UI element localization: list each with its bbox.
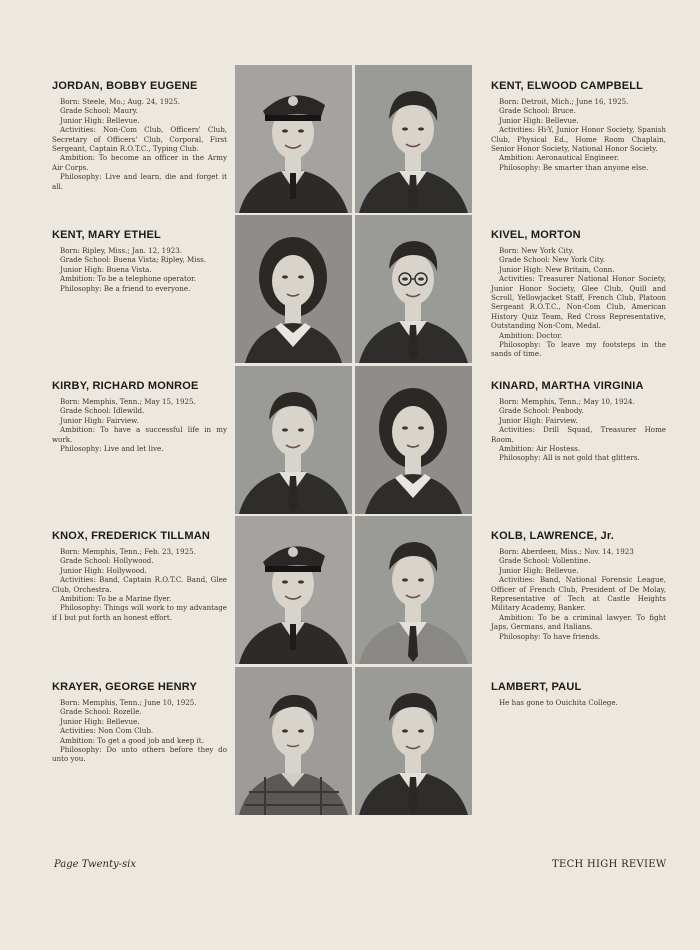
student-name: KRAYER, GEORGE HENRY xyxy=(52,681,197,693)
student-detail-line: Born: Aberdeen, Miss.; Nov. 14, 1923 xyxy=(499,547,634,556)
student-portrait xyxy=(235,366,352,514)
student-detail-line: Philosophy: Do unto others before they do unto you. xyxy=(52,745,227,764)
student-entry xyxy=(52,380,227,453)
student-detail-line: Grade School: Rozelle. xyxy=(60,707,142,717)
student-name: KOLB, LAWRENCE, Jr. xyxy=(491,530,614,542)
student-detail-line: Junior High: Hollywood. xyxy=(60,565,147,575)
student-detail-line: Activities: Treasurer National Honor Society, Junior Honor Society, Glee Club, Quill and Scroll, Yellowjacket Staff, French Club, Platoon Sergeant R.O.T.C., Non-Com Club, American History Quiz Team, Red Cross Representative, Outstanding Non-Com, Medal. xyxy=(491,274,666,331)
student-entry xyxy=(52,681,227,764)
student-detail-line: Ambition: To become an officer in the Army Air Corps. xyxy=(52,153,227,172)
student-name: JORDAN, BOBBY EUGENE xyxy=(52,80,198,92)
publication-title: TECH HIGH REVIEW xyxy=(552,859,667,870)
student-name: KENT, MARY ETHEL xyxy=(52,229,161,241)
student-name: KENT, ELWOOD CAMPBELL xyxy=(491,80,644,92)
student-entry xyxy=(52,229,227,293)
student-detail-line: Activities: Non-Com Club, Officers' Club, Secretary of Officers' Club, Corporal, First Sergeant, Captain R.O.T.C., Typing Club. xyxy=(52,125,227,154)
student-detail-line: Junior High: Bellevue. xyxy=(499,115,579,125)
photo-grid xyxy=(235,65,473,817)
student-detail-line: Born: Memphis, Tenn.; Feb. 23, 1925. xyxy=(60,547,196,556)
student-detail-line: Philosophy: To leave my footsteps in the sands of time. xyxy=(491,340,666,359)
student-detail-line: Junior High: Bellevue. xyxy=(499,565,579,575)
student-detail-line: Grade School: Buena Vista; Ripley, Miss. xyxy=(60,255,207,265)
student-detail-line: Grade School: Bruce. xyxy=(499,106,576,116)
student-detail-line: Philosophy: Be a friend to everyone. xyxy=(60,283,191,293)
student-detail-line: Philosophy: Live and learn, die and forget it all. xyxy=(52,172,227,191)
student-detail-line: Philosophy: Things will work to my advantage if I but put forth an honest effort. xyxy=(52,603,227,622)
student-detail-line: Grade School: Idlewild. xyxy=(60,406,145,416)
student-detail-line: Ambition: Doctor. xyxy=(499,330,563,340)
student-entry xyxy=(52,530,227,622)
student-entry xyxy=(52,80,227,191)
student-detail-line: Philosophy: Live and let live. xyxy=(60,444,164,454)
student-detail-line: Junior High: New Britain, Conn. xyxy=(499,264,615,274)
student-name: KNOX, FREDERICK TILLMAN xyxy=(52,530,210,542)
student-portrait xyxy=(235,667,352,815)
student-portrait xyxy=(235,65,352,213)
student-detail-line: Born: Detroit, Mich.; June 16, 1925. xyxy=(499,97,629,106)
student-name: LAMBERT, PAUL xyxy=(491,681,582,693)
student-portrait xyxy=(355,667,472,815)
student-portrait xyxy=(235,516,352,664)
student-portrait xyxy=(355,516,472,664)
student-detail-line: Activities: Band, National Forensic League, Officer of French Club, President of De Molay, Representative of Tech at Castle Heights Military Academy, Banker. xyxy=(491,575,666,613)
student-detail-line: Born: Memphis, Tenn.; June 10, 1925. xyxy=(60,698,197,707)
student-detail-line: Activities: Band, Captain R.O.T.C. Band, Glee Club, Orchestra. xyxy=(52,575,227,594)
page-number: Page Twenty-six xyxy=(54,859,136,870)
student-detail-line: Ambition: Aeronautical Engineer. xyxy=(499,153,619,163)
student-detail-line: Ambition: To be a Marine flyer. xyxy=(60,594,172,604)
student-detail-line: Born: New York City. xyxy=(499,246,574,255)
student-detail-line: Born: Steele, Mo.; Aug. 24, 1925. xyxy=(60,97,181,106)
student-detail-line: Grade School: New York City. xyxy=(499,255,606,265)
student-detail-line: Grade School: Peabody. xyxy=(499,406,584,416)
student-detail-line: Ambition: Air Hostess. xyxy=(499,444,580,454)
student-detail-line: Junior High: Bellevue. xyxy=(60,115,140,125)
student-name: KIRBY, RICHARD MONROE xyxy=(52,380,199,392)
student-portrait xyxy=(355,366,472,514)
student-detail-line: Grade School: Vollentine. xyxy=(499,556,591,566)
student-detail-line: Ambition: To be a telephone operator. xyxy=(60,274,196,284)
student-detail-line: Activities: Drill Squad, Treasurer Home Room. xyxy=(491,425,666,444)
student-detail-line: He has gone to Ouichita College. xyxy=(499,698,618,707)
student-detail-line: Junior High: Fairview. xyxy=(60,415,139,425)
student-entry xyxy=(491,80,666,172)
student-portrait xyxy=(235,215,352,363)
student-detail-line: Ambition: To have a successful life in my work. xyxy=(52,425,227,444)
student-name: KIVEL, MORTON xyxy=(491,229,581,241)
student-detail-line: Grade School: Hollywood. xyxy=(60,556,154,566)
student-portrait xyxy=(355,65,472,213)
student-detail-line: Junior High: Bellevue. xyxy=(60,716,140,726)
student-portrait xyxy=(355,215,472,363)
student-detail-line: Junior High: Buena Vista. xyxy=(60,264,152,274)
student-detail-line: Born: Ripley, Miss.; Jan. 12, 1923. xyxy=(60,246,182,255)
student-detail-line: Grade School: Maury. xyxy=(60,106,138,116)
student-detail-line: Philosophy: All is not gold that glitters. xyxy=(499,453,640,463)
student-detail-line: Ambition: To be a criminal lawyer. To fight Japs, Germans, and Italians. xyxy=(491,612,666,632)
student-detail-line: Ambition: To get a good job and keep it. xyxy=(60,735,204,745)
student-detail-line: Born: Memphis, Tenn.; May 10, 1924. xyxy=(499,397,635,406)
student-detail-line: Born: Memphis, Tenn.; May 15, 1925. xyxy=(60,397,196,406)
student-detail-line: Junior High: Fairview. xyxy=(499,415,578,425)
student-entry xyxy=(491,530,666,641)
student-detail-line: Activities: Hi-Y, Junior Honor Society, Spanish Club, Physical Ed., Home Room Chaplain, Senior Honor Society, National Honor Society. xyxy=(491,125,666,154)
student-detail-line: Philosophy: To have friends. xyxy=(499,631,601,641)
student-name: KINARD, MARTHA VIRGINIA xyxy=(491,380,644,392)
student-detail-line: Philosophy: Be smarter than anyone else. xyxy=(499,162,649,172)
student-entry xyxy=(491,681,666,707)
student-detail-line: Activities: Non Com Club. xyxy=(60,726,154,736)
student-entry xyxy=(491,229,666,359)
student-entry xyxy=(491,380,666,463)
